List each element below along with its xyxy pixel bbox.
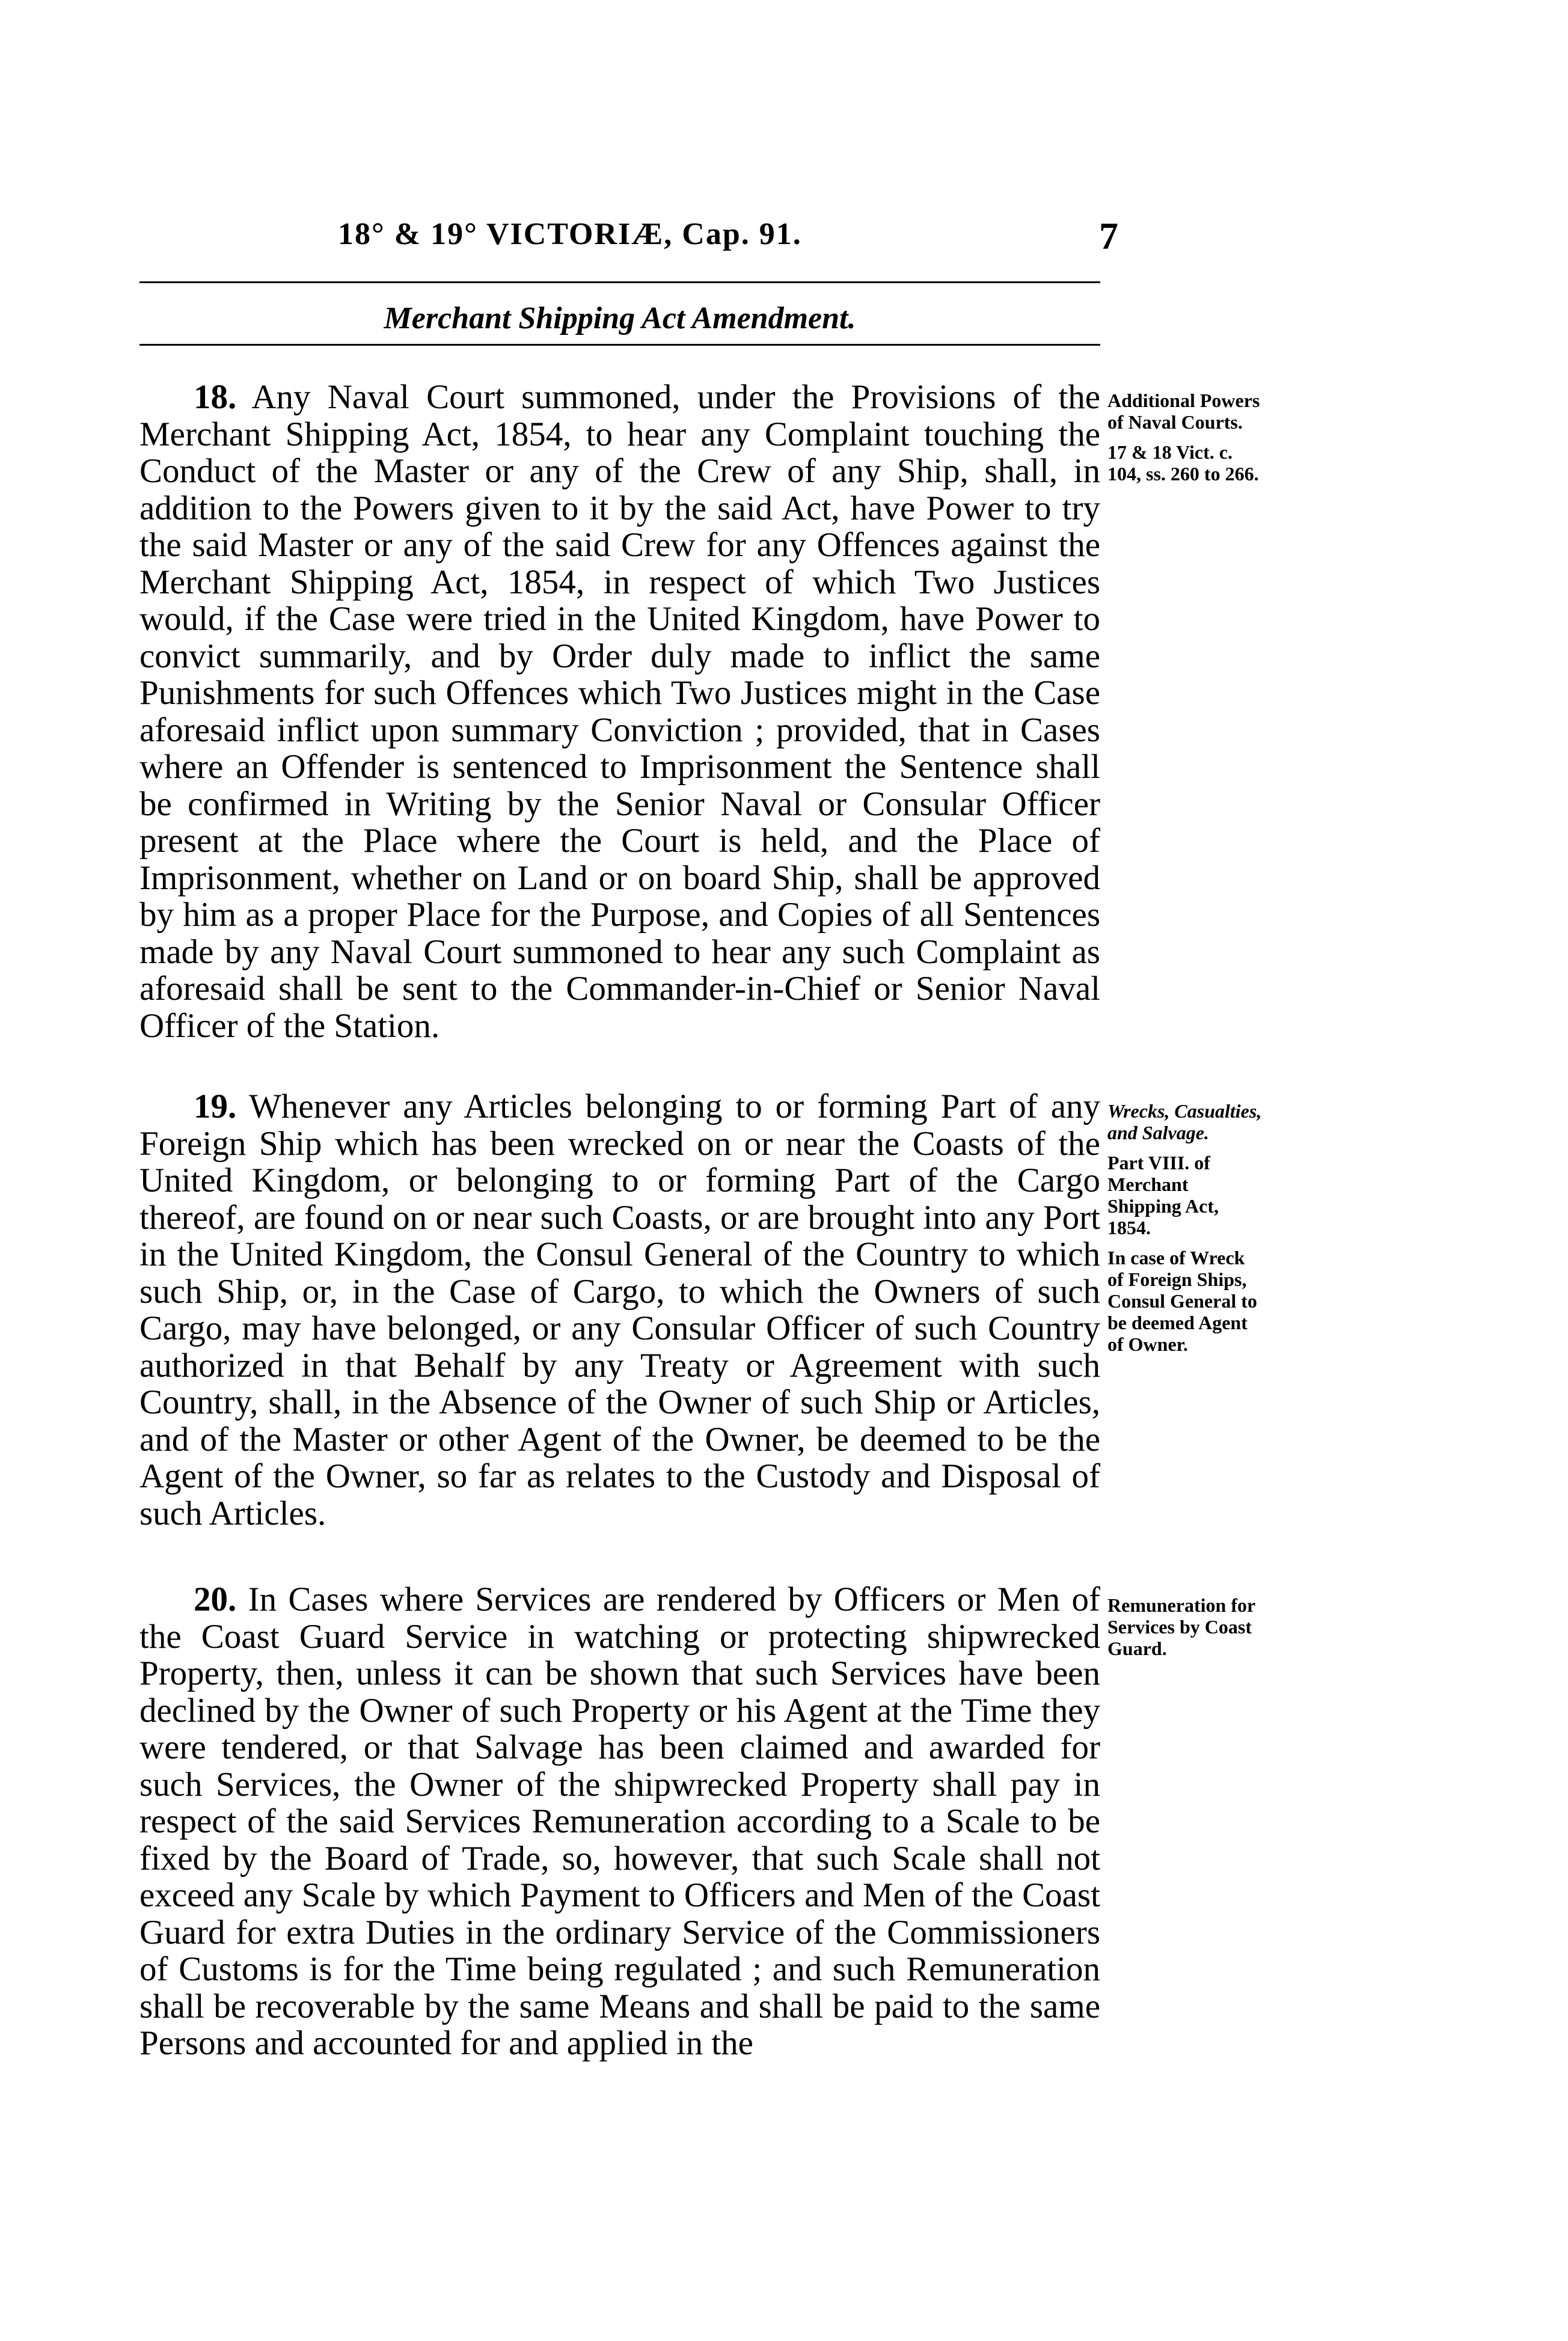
margin-note-section-18 — [1107, 390, 1264, 493]
margin-note-section-20 — [1107, 1594, 1264, 1668]
margin-note: 17 & 18 Vict. c. 104, ss. 260 to 266. — [1107, 441, 1259, 485]
header-rule-top — [139, 281, 1100, 283]
margin-note: Wrecks, Casualties, and Salvage. — [1107, 1100, 1262, 1143]
section-text: In Cases where Services are rendered by Officers or Men of the Coast Guard Service in watching or protecting shipwrecked Property, then, unless it can be shown that such Services have been declined by the Owner of such Property or his Agent at the Time they were tendered, or that Salvage has been claimed and awarded for such Services, the Owner of the shipwrecked Property shall pay in respect of the said Services Remuneration according to a Scale to be fixed by the Board of Trade, so, however, that such Scale shall not exceed any Scale by which Payment to Officers and Men of the Coast Guard for extra Duties in the ordinary Service of the Commissioners of Customs is for the Time being regulated ; and such Remuneration shall be recoverable by the same Means and shall be paid to the same Persons and accounted for and applied in the — [139, 1581, 1101, 2062]
section-number: 19. — [194, 1088, 237, 1125]
margin-note-section-19 — [1107, 1100, 1264, 1363]
section-18 — [139, 379, 1100, 1044]
section-19 — [139, 1088, 1100, 1532]
section-text: Any Naval Court summoned, under the Provisions of the Merchant Shipping Act, 1854, to hear any Complaint touching the Conduct of the Master or any of the Crew of any Ship, shall, in addition to the Powers given to it by the said Act, have Power to try the said Master or any of the said Crew for any Offences against the Merchant Shipping Act, 1854, in respect of which Two Justices would, if the Case were tried in the United Kingdom, have Power to convict summarily, and by Order duly made to inflict the same Punishments for such Offences which Two Justices might in the Case aforesaid inflict upon summary Conviction ; provided, that in Cases where an Offender is sentenced to Imprisonment the Sentence shall be confirmed in Writing by the Senior Naval or Consular Officer present at the Place where the Court is held, and the Place of Imprisonment, whether on Land or on board Ship, shall be approved by him as a proper Place for the Purpose, and Copies of all Sentences made by any Naval Court summoned to hear any such Complaint as aforesaid shall be sent to the Commander-in-Chief or Senior Naval Officer of the Station. — [139, 378, 1100, 1045]
running-title: 18° & 19° VICTORIÆ, Cap. 91. — [338, 217, 802, 251]
margin-note: Part VIII. of Merchant Shipping Act, 1854. — [1107, 1152, 1219, 1238]
section-20 — [139, 1581, 1100, 2062]
running-head — [139, 215, 1118, 265]
page-number: 7 — [1099, 215, 1118, 257]
section-body — [139, 379, 1100, 1044]
margin-note: In case of Wreck of Foreign Ships, Consul General to be deemed Agent of Owner. — [1107, 1247, 1257, 1355]
section-body — [139, 1581, 1100, 2062]
section-body — [139, 1088, 1100, 1532]
header-rule-bottom — [139, 344, 1100, 346]
section-number: 18. — [194, 378, 237, 416]
act-subtitle: Merchant Shipping Act Amendment. — [384, 301, 856, 335]
margin-note: Remuneration for Services by Coast Guard. — [1107, 1594, 1255, 1659]
section-text: Whenever any Articles belonging to or forming Part of any Foreign Ship which has been wrecked on or near the Coasts of the United Kingdom, or belonging to or forming Part of the Cargo thereof, are found on or near such Coasts, or are brought into any Port in the United Kingdom, the Consul General of the Country to which such Ship, or, in the Case of Cargo, to which the Owners of such Cargo, may have belonged, or any Consular Officer of such Country authorized in that Behalf by any Treaty or Agreement with such Country, shall, in the Absence of the Owner of such Ship or Articles, and of the Master or other Agent of the Owner, be deemed to be the Agent of the Owner, so far as relates to the Custody and Disposal of such Articles. — [139, 1088, 1100, 1532]
margin-note: Additional Powers of Naval Courts. — [1107, 390, 1260, 433]
section-number: 20. — [194, 1581, 237, 1618]
